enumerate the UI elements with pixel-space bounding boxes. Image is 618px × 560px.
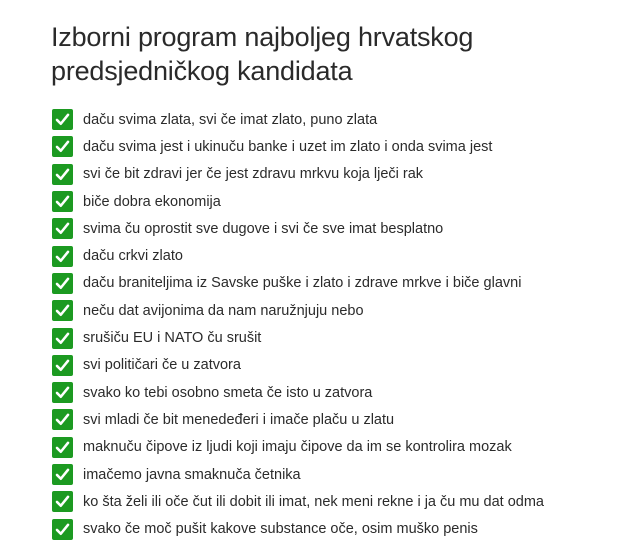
list-item-text: svako ko tebi osobno smeta če isto u zatvora bbox=[83, 384, 373, 401]
check-mark-icon bbox=[52, 136, 73, 157]
check-mark-icon bbox=[52, 109, 73, 130]
list-item-text: srušiču EU i NATO ču srušit bbox=[83, 330, 262, 347]
checklist bbox=[52, 106, 544, 543]
check-mark-icon bbox=[52, 464, 73, 485]
check-mark-icon bbox=[52, 328, 73, 349]
list-item bbox=[52, 161, 544, 188]
list-item bbox=[52, 379, 544, 406]
list-item-text: daču svima jest i ukinuču banke i uzet im zlato i onda svima jest bbox=[83, 138, 493, 155]
list-item bbox=[52, 352, 544, 379]
check-mark-icon bbox=[52, 437, 73, 458]
list-item-text: svima ču oprostit sve dugove i svi če sve imat besplatno bbox=[83, 220, 444, 237]
list-item-text: imačemo javna smaknuča četnika bbox=[83, 466, 301, 483]
check-mark-icon bbox=[52, 491, 73, 512]
list-item bbox=[52, 324, 544, 351]
list-item bbox=[52, 242, 544, 269]
check-mark-icon bbox=[52, 191, 73, 212]
list-item-text: svako če moč pušit kakove substance oče, osim muško penis bbox=[83, 521, 478, 538]
list-item-text: daču braniteljima iz Savske puške i zlato i zdrave mrkve i biče glavni bbox=[83, 275, 522, 292]
check-mark-icon bbox=[52, 164, 73, 185]
list-item-text: ko šta želi ili oče čut ili dobit ili imat, nek meni rekne i ja ču mu dat odma bbox=[83, 493, 544, 510]
list-item bbox=[52, 297, 544, 324]
list-item bbox=[52, 133, 544, 160]
list-item bbox=[52, 406, 544, 433]
check-mark-icon bbox=[52, 382, 73, 403]
check-mark-icon bbox=[52, 409, 73, 430]
list-item-text: svi političari če u zatvora bbox=[83, 357, 241, 374]
list-item-text: daču crkvi zlato bbox=[83, 248, 183, 265]
list-item bbox=[52, 106, 544, 133]
list-item bbox=[52, 215, 544, 242]
list-item-text: maknuču čipove iz ljudi koji imaju čipove da im se kontrolira mozak bbox=[83, 439, 512, 456]
check-mark-icon bbox=[52, 519, 73, 540]
list-item-text: biče dobra ekonomija bbox=[83, 193, 221, 210]
check-mark-icon bbox=[52, 355, 73, 376]
list-item-text: svi mladi če bit menedeđeri i imače plaču u zlatu bbox=[83, 411, 395, 428]
title-line-1: Izborni program najboljeg hrvatskog bbox=[51, 22, 474, 52]
list-item-text: svi če bit zdravi jer če jest zdravu mrkvu koja lječi rak bbox=[83, 166, 424, 183]
check-mark-icon bbox=[52, 246, 73, 267]
list-item bbox=[52, 461, 544, 488]
page-title bbox=[51, 20, 591, 88]
check-mark-icon bbox=[52, 300, 73, 321]
list-item bbox=[52, 515, 544, 542]
list-item bbox=[52, 188, 544, 215]
list-item-text: daču svima zlata, svi če imat zlato, puno zlata bbox=[83, 111, 378, 128]
check-mark-icon bbox=[52, 218, 73, 239]
list-item bbox=[52, 488, 544, 515]
list-item bbox=[52, 270, 544, 297]
list-item bbox=[52, 434, 544, 461]
check-mark-icon bbox=[52, 273, 73, 294]
title-line-2: predsjedničkog kandidata bbox=[51, 56, 353, 86]
list-item-text: neču dat avijonima da nam naružnjuju nebo bbox=[83, 302, 364, 319]
